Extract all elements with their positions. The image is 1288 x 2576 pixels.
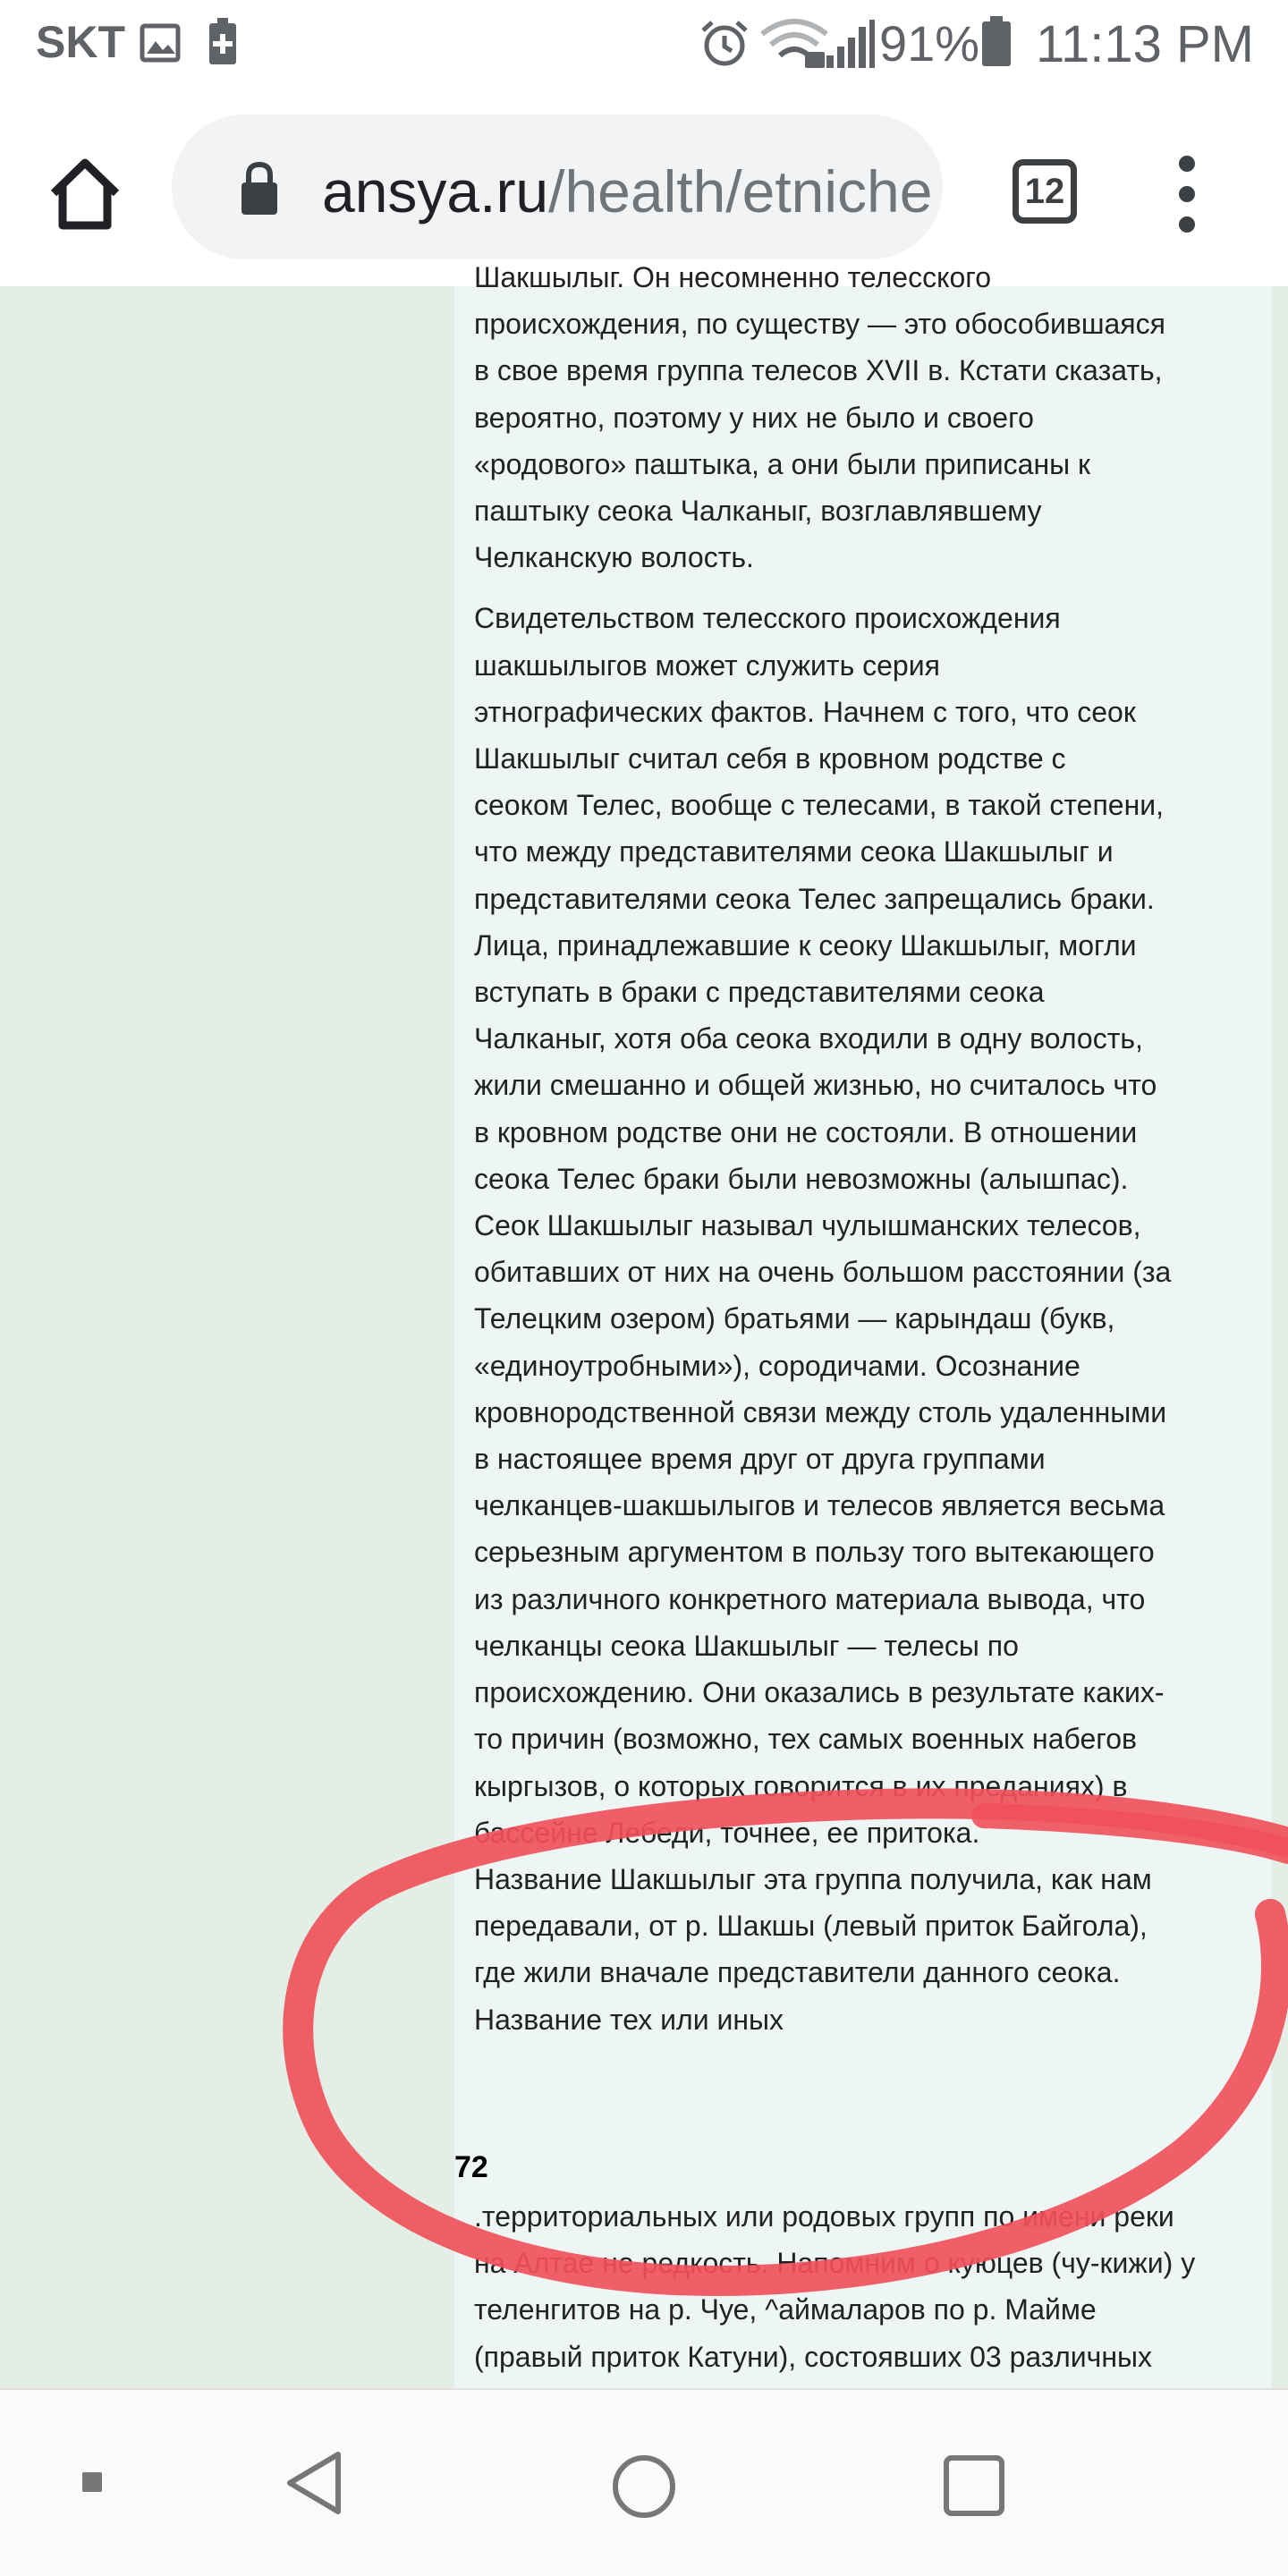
text-line: в кровном родстве они не состояли. В отношении — [474, 1115, 1138, 1148]
battery-percent: 91% — [879, 15, 980, 72]
more-menu-icon[interactable] — [1163, 154, 1213, 234]
page-number: 72 — [454, 2150, 488, 2184]
text-line: паштыку сеока Чалканыг, возглавлявшему — [474, 495, 1042, 528]
text-line: Шакшылыг считал себя в кровном родстве с — [474, 742, 1066, 775]
text-line: кровнородственной связи между столь удаленными — [474, 1395, 1167, 1428]
text-line: то причин (возможно, тех самых военных набегов — [474, 1723, 1138, 1756]
home-icon[interactable] — [45, 154, 125, 234]
url-domain: ansya.ru — [322, 158, 549, 225]
clock: 11:13 PM — [1036, 15, 1254, 73]
text-line: Шакшылыг. Он несомненно телесского — [474, 261, 992, 293]
gallery-icon — [140, 23, 181, 63]
text-line: Название Шакшылыг эта группа получила, как нам — [474, 1862, 1152, 1895]
text-line: этнографических фактов. Начнем с того, что сеок — [474, 695, 1136, 728]
text-line: .территориальных или родовых групп по имени реки — [474, 2200, 1174, 2233]
url-text — [322, 157, 932, 225]
paragraph-1 — [474, 254, 1261, 580]
text-line: происхождения, по существу — это обособившаяся — [474, 308, 1165, 341]
text-line: челканцев-шакшылыгов и телесов является весьма — [474, 1489, 1165, 1522]
text-line: сеока Телес браки были невозможны (алышпас). — [474, 1162, 1129, 1195]
url-path: /health/etniche — [548, 158, 933, 225]
alarm-icon — [699, 18, 750, 68]
wifi-icon — [760, 18, 828, 70]
text-line: на Алтае не редкость. Напомним о куюцев (чу-кижи) у — [474, 2247, 1196, 2280]
battery-icon — [980, 16, 1013, 68]
system-nav-bar — [0, 2388, 1288, 2576]
text-line: Лица, принадлежавшие к сеоку Шакшылыг, могли — [474, 928, 1137, 962]
text-line: (правый приток Катуни), состоявших 03 различных — [474, 2340, 1152, 2373]
status-bar — [0, 0, 1288, 89]
article-text — [474, 254, 1261, 2057]
text-line: «родового» паштыка, а они были приписаны к — [474, 447, 1091, 480]
paragraph-2 — [474, 595, 1261, 2042]
text-line: из различного конкретного материала вывода, что — [474, 1582, 1146, 1615]
text-line: челканцы сеока Шакшылыг — телесы по — [474, 1629, 1019, 1662]
tab-count: 12 — [1024, 171, 1065, 211]
text-line: серьезным аргументом в пользу того вытекающего — [474, 1536, 1155, 1569]
text-line: Челканскую волость. — [474, 541, 754, 574]
text-line: Чалканыг, хотя оба сеока входили в одну волость, — [474, 1022, 1143, 1055]
lock-icon — [238, 161, 281, 216]
carrier-label: SKT — [36, 17, 125, 67]
text-line: вступать в браки с представителями сеока — [474, 976, 1045, 1009]
overview-icon[interactable] — [943, 2454, 1005, 2517]
recent-apps-icon[interactable] — [80, 2470, 104, 2494]
text-line: бассейне Лебеди, точнее, ее притока. — [474, 1816, 980, 1849]
signal-icon — [825, 20, 875, 68]
text-line: сеоком Телес, вообще с телесами, в такой степени, — [474, 789, 1164, 822]
tab-switcher-icon[interactable] — [1013, 159, 1077, 224]
text-line: где жили вначале представители данного сеока. — [474, 1956, 1121, 1989]
text-line: передавали, от р. Шакшы (левый приток Байгола), — [474, 1910, 1148, 1943]
web-page[interactable] — [0, 261, 1288, 2388]
battery-saver-icon — [208, 18, 238, 66]
text-line: теленгитов на р. Чуе, ^аймаларов по р. Майме — [474, 2293, 1097, 2326]
text-line: происхождению. Они оказались в результате каких- — [474, 1676, 1165, 1709]
text-line: в свое время группа телесов XVII в. Кстати сказать, — [474, 354, 1163, 387]
text-line: шакшылыгов может служить серия — [474, 648, 940, 682]
text-line: что между представителями сеока Шакшылыг и — [474, 835, 1114, 869]
text-line: вероятно, поэтому у них не было и своего — [474, 401, 1034, 434]
text-line: жили смешанно и общей жизнью, но считалось что — [474, 1069, 1157, 1102]
text-line: в настоящее время друг от друга группами — [474, 1443, 1046, 1476]
paragraph-3 — [474, 2193, 1261, 2380]
text-line: кыргызов, о которых говорится в их преданиях) в — [474, 1769, 1128, 1802]
text-line: представителями сеока Телес запрещались браки. — [474, 882, 1155, 915]
text-line: «единоутробными»), сородичами. Осознание — [474, 1349, 1080, 1382]
text-line: Свидетельством телесского происхождения — [474, 602, 1061, 635]
home-nav-icon[interactable] — [610, 2453, 678, 2521]
back-icon[interactable] — [283, 2449, 345, 2517]
text-line: Телецким озером) братьями — карындаш (букв, — [474, 1302, 1115, 1335]
text-line: Сеок Шакшылыг называл чулышманских телесов, — [474, 1209, 1141, 1242]
text-line: Название тех или иных — [474, 2003, 784, 2036]
text-line: обитавших от них на очень большом расстоянии (за — [474, 1256, 1172, 1289]
url-bar[interactable] — [172, 114, 943, 259]
